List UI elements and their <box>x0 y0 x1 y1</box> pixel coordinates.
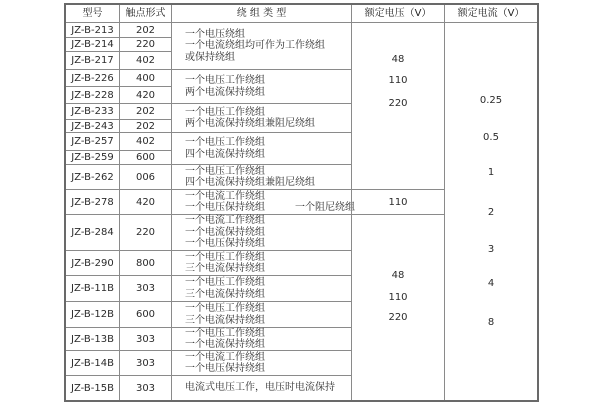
winding-cell: 一个电流工作绕组 一个电流保持绕组 一个电压保持绕组 <box>171 214 351 250</box>
current-value: 0.25 <box>479 95 503 106</box>
model-cell: JZ-B-262 <box>66 164 119 189</box>
voltage-cell: 110 <box>351 189 444 214</box>
winding-cell: 电流式电压工作，电压时电流保持 <box>171 375 351 400</box>
model-cell: JZ-B-13B <box>66 327 119 350</box>
model-cell: JZ-B-12B <box>66 301 119 327</box>
voltage-cell <box>351 22 444 189</box>
winding-cell: 一个电压工作绕组 三个电流保持绕组 <box>171 250 351 275</box>
contact-cell: 402 <box>119 132 171 150</box>
contact-cell: 220 <box>119 37 171 51</box>
voltage-value: 220 <box>388 98 408 109</box>
voltage-cell <box>351 214 444 400</box>
contact-cell: 600 <box>119 301 171 327</box>
model-cell: JZ-B-259 <box>66 150 119 164</box>
model-cell: JZ-B-11B <box>66 275 119 301</box>
model-cell: JZ-B-278 <box>66 189 119 214</box>
model-cell: JZ-B-233 <box>66 103 119 119</box>
current-value: 3 <box>487 244 495 255</box>
model-cell: JZ-B-14B <box>66 350 119 375</box>
winding-cell: 一个电压工作绕组 一个电流保持绕组 <box>171 327 351 350</box>
column-header-winding: 绕 组 类 型 <box>171 5 351 22</box>
current-value: 4 <box>487 278 495 289</box>
contact-cell: 220 <box>119 214 171 250</box>
winding-cell: 一个电流工作绕组 一个电压保持绕组 <box>171 350 351 375</box>
relay-spec-table <box>64 3 539 402</box>
contact-cell: 006 <box>119 164 171 189</box>
model-cell: JZ-B-257 <box>66 132 119 150</box>
current-value: 2 <box>487 207 495 218</box>
winding-cell: 一个电压工作绕组 三个电流保持绕组 <box>171 301 351 327</box>
voltage-value: 110 <box>388 75 408 86</box>
model-cell: JZ-B-213 <box>66 22 119 37</box>
current-value: 8 <box>487 317 495 328</box>
winding-cell: 一个电压工作绕组 两个电流保持绕组兼阻尼绕组 <box>171 103 351 132</box>
contact-cell: 600 <box>119 150 171 164</box>
column-header-current: 额定电流（V） <box>444 5 537 22</box>
contact-cell: 303 <box>119 275 171 301</box>
voltage-value: 110 <box>388 292 408 303</box>
voltage-value: 220 <box>388 312 408 323</box>
current-value: 1 <box>487 167 495 178</box>
contact-cell: 303 <box>119 375 171 400</box>
column-header-model: 型号 <box>82 8 103 19</box>
voltage-value: 48 <box>391 54 405 65</box>
current-cell <box>444 22 537 400</box>
winding-cell: 一个电压绕组 一个电流绕组均可作为工作绕组 或保持绕组 <box>171 22 351 69</box>
winding-cell: 一个电流工作绕组 一个电压保持绕组 一个阻尼绕组 <box>171 189 351 214</box>
contact-cell: 402 <box>119 51 171 69</box>
winding-cell: 一个电压工作绕组 三个电流保持绕组 <box>171 275 351 301</box>
winding-cell: 一个电压工作绕组 四个电流保持绕组 <box>171 132 351 164</box>
winding-cell: 一个电压工作绕组 四个电流保持绕组兼阻尼绕组 <box>171 164 351 189</box>
model-cell: JZ-B-217 <box>66 51 119 69</box>
contact-cell: 303 <box>119 327 171 350</box>
contact-cell: 202 <box>119 119 171 132</box>
contact-cell: 202 <box>119 103 171 119</box>
model-cell: JZ-B-214 <box>66 37 119 51</box>
model-cell: JZ-B-290 <box>66 250 119 275</box>
model-cell: JZ-B-228 <box>66 86 119 103</box>
contact-cell: 420 <box>119 86 171 103</box>
contact-cell: 800 <box>119 250 171 275</box>
model-cell: JZ-B-284 <box>66 214 119 250</box>
winding-cell: 一个电压工作绕组 两个电流保持绕组 <box>171 69 351 103</box>
column-header-contact: 触点形式 <box>119 5 171 22</box>
contact-cell: 202 <box>119 22 171 37</box>
contact-cell: 400 <box>119 69 171 86</box>
model-cell: JZ-B-226 <box>66 69 119 86</box>
voltage-value: 48 <box>391 270 405 281</box>
contact-cell: 303 <box>119 350 171 375</box>
column-header-voltage: 额定电压（V） <box>351 5 444 22</box>
model-cell: JZ-B-15B <box>66 375 119 400</box>
model-cell: JZ-B-243 <box>66 119 119 132</box>
contact-cell: 420 <box>119 189 171 214</box>
current-value: 0.5 <box>483 132 499 143</box>
